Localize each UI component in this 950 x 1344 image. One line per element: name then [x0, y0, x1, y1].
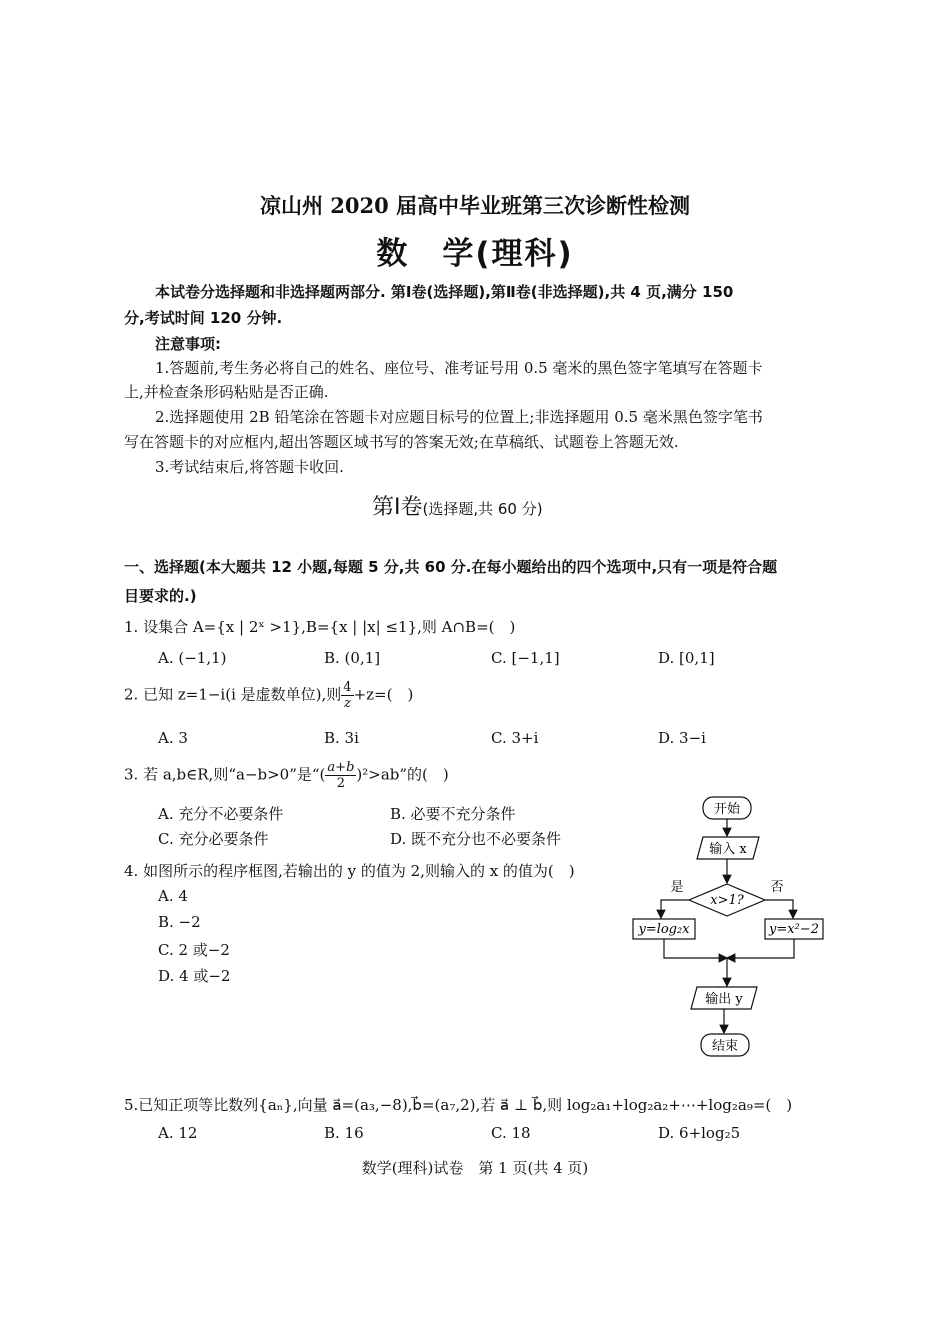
section-heading: [372, 490, 543, 521]
question-2-stem-b: +z=( ): [353, 685, 414, 704]
question-1-option-d: D. [0,1]: [658, 649, 715, 667]
question-2-stem-a: 2. 已知 z=1−i(i 是虚数单位),则: [124, 685, 342, 704]
flowchart-right-label: y=x²−2: [769, 922, 819, 937]
flowchart-left-label: y=log₂x: [638, 922, 690, 937]
flowchart-no-label: 否: [770, 880, 784, 895]
question-4-stem: 4. 如图所示的程序框图,若输出的 y 的值为 2,则输入的 x 的值为( ): [124, 862, 575, 880]
notice-1-line-2: 上,并检查条形码粘贴是否正确.: [124, 383, 329, 401]
question-5-option-d: D. 6+log₂5: [658, 1124, 741, 1142]
question-5-option-a: A. 12: [158, 1124, 198, 1142]
question-1-stem: 1. 设集合 A={x | 2ˣ >1},B={x | |x| ≤1},则 A∩B=( ): [124, 618, 516, 636]
question-3-stem-a: 3. 若 a,b∈R,则“a−b>0”是“(: [124, 765, 326, 784]
question-2-frac-den: z: [343, 696, 351, 711]
notice-1-line-1: 1.答题前,考生务必将自己的姓名、座位号、准考证号用 0.5 毫米的黑色签字笔填写在答题卡: [155, 359, 763, 377]
question-3-option-a: A. 充分不必要条件: [158, 805, 284, 823]
question-3-option-c: C. 充分必要条件: [158, 830, 269, 848]
question-3-stem: [124, 760, 449, 791]
intro-line-2: 分,考试时间 120 分钟.: [124, 309, 283, 327]
question-2-option-d: D. 3−i: [658, 729, 706, 747]
question-3-option-b: B. 必要不充分条件: [390, 805, 516, 823]
question-5-stem: 5.已知正项等比数列{aₙ},向量 a⃗=(a₃,−8),b⃗=(a₇,2),若 a⃗ ⊥ b⃗,则 log₂a₁+log₂a₂+⋯+log₂a₉=( ): [124, 1096, 793, 1114]
part-instruction-line-1: 一、选择题(本大题共 12 小题,每题 5 分,共 60 分.在每小题给出的四个选项中,只有一项是符合题: [124, 558, 778, 576]
section-heading-note: (选择题,共 60 分): [422, 500, 543, 518]
flowchart-end-label: 结束: [711, 1039, 739, 1054]
intro-line-1: 本试卷分选择题和非选择题两部分. 第Ⅰ卷(选择题),第Ⅱ卷(非选择题),共 4 页,满分 150: [155, 283, 734, 301]
question-3-stem-b: )²>ab”的( ): [356, 765, 449, 784]
flowchart-start-label: 开始: [713, 802, 741, 817]
question-4-option-c: C. 2 或−2: [158, 941, 230, 959]
subject-title: 数 学(理科): [376, 236, 574, 272]
question-3-frac-num: a+b: [327, 760, 355, 775]
exam-title: 凉山州 2020 届高中毕业班第三次诊断性检测: [259, 193, 691, 218]
notice-2-line-1: 2.选择题使用 2B 铅笔涂在答题卡对应题目标号的位置上;非选择题用 0.5 毫米黑色签字笔书: [155, 408, 763, 426]
question-4-option-b: B. −2: [158, 913, 201, 931]
notice-2-line-2: 写在答题卡的对应框内,超出答题区域书写的答案无效;在草稿纸、试题卷上答题无效.: [124, 433, 679, 451]
question-2-stem: [124, 680, 413, 711]
question-4-option-d: D. 4 或−2: [158, 967, 231, 985]
flowchart-decision-label: x>1?: [710, 893, 744, 908]
part-instruction-line-2: 目要求的.): [124, 587, 197, 605]
flowchart-yes-label: 是: [670, 880, 684, 895]
question-1-option-c: C. [−1,1]: [491, 649, 560, 667]
question-2-option-c: C. 3+i: [491, 729, 539, 747]
question-5-option-c: C. 18: [491, 1124, 531, 1142]
program-flowchart: [625, 790, 840, 1065]
question-1-option-b: B. (0,1]: [324, 649, 381, 667]
question-1-option-a: A. (−1,1): [158, 649, 227, 667]
question-2-fraction: [341, 680, 353, 711]
section-heading-main: 第Ⅰ卷: [372, 495, 423, 520]
flowchart-output-label: 输出 y: [705, 992, 743, 1007]
question-2-frac-num: 4: [343, 680, 352, 695]
question-2-option-b: B. 3i: [324, 729, 359, 747]
question-5-option-b: B. 16: [324, 1124, 364, 1142]
flowchart-input-label: 输入 x: [709, 842, 747, 857]
notice-3: 3.考试结束后,将答题卡收回.: [155, 458, 344, 476]
question-4-option-a: A. 4: [158, 887, 188, 905]
question-3-fraction: [325, 760, 356, 791]
question-3-frac-den: 2: [336, 776, 346, 791]
question-2-option-a: A. 3: [158, 729, 188, 747]
question-3-option-d: D. 既不充分也不必要条件: [390, 830, 562, 848]
page-footer: 数学(理科)试卷 第 1 页(共 4 页): [361, 1159, 589, 1177]
notice-title: 注意事项:: [155, 335, 221, 353]
